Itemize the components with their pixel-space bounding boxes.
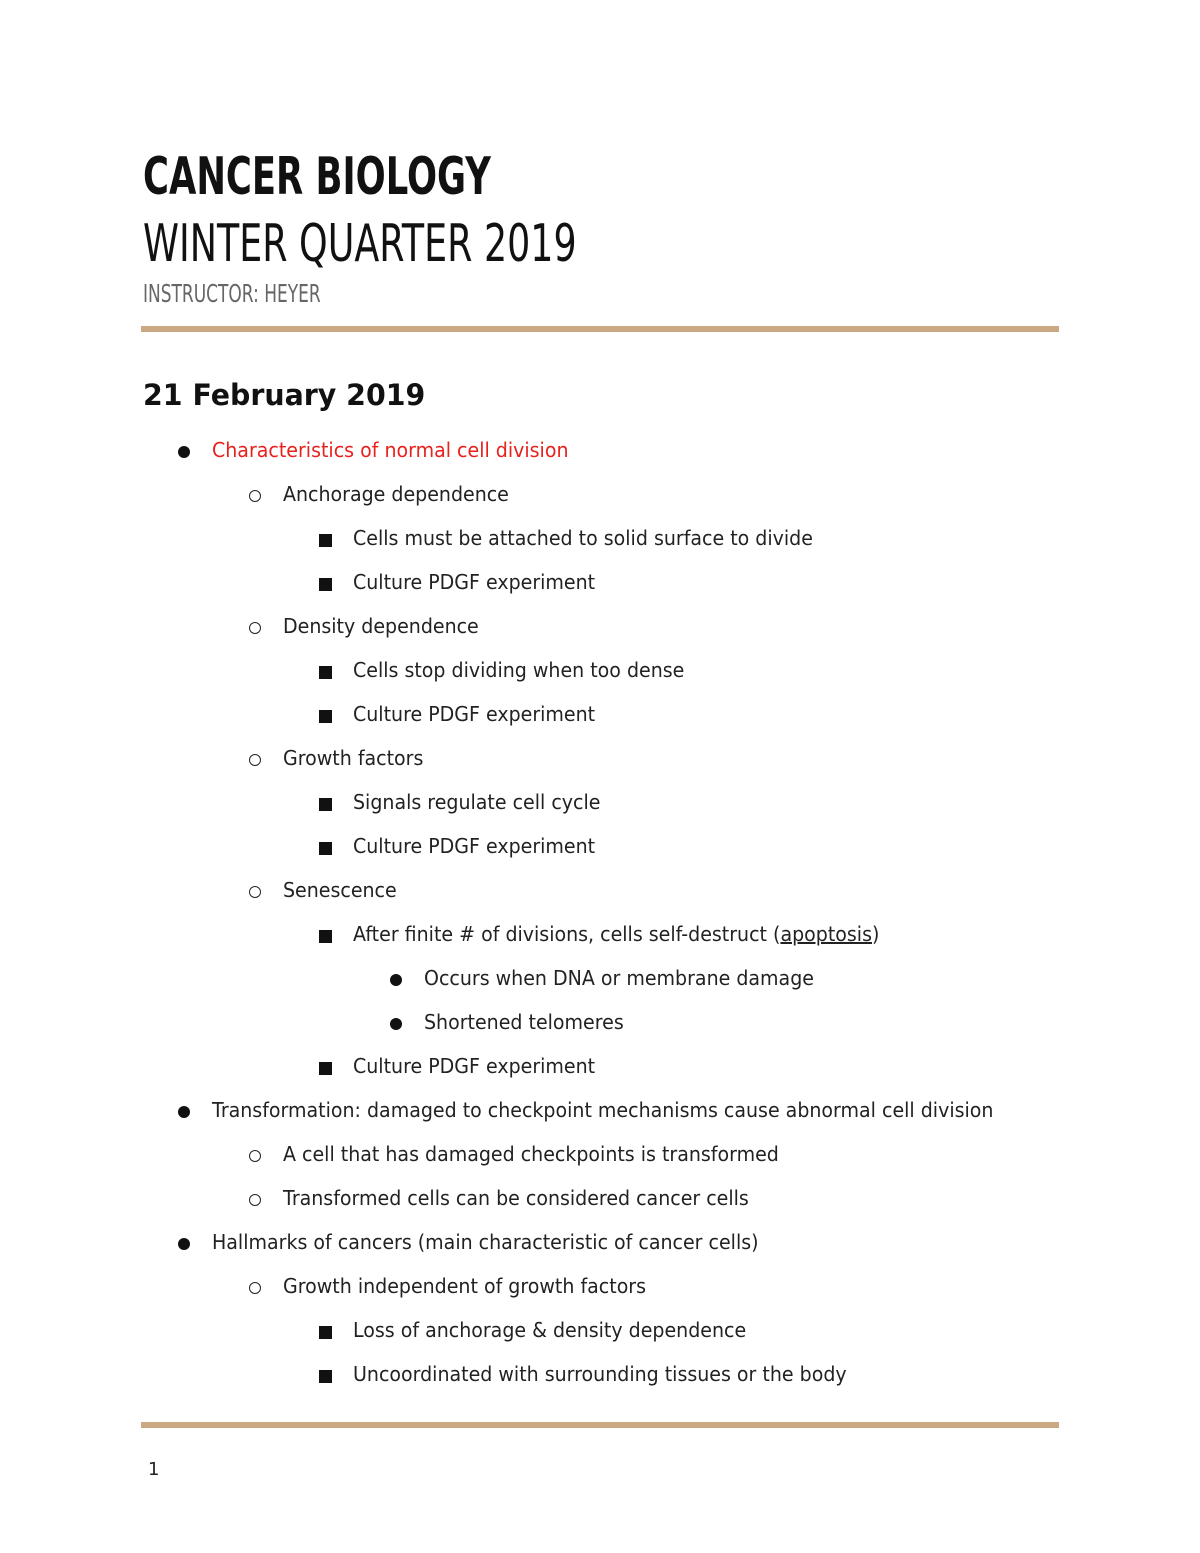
list-item bbox=[0, 692, 1200, 736]
list-item-text bbox=[283, 611, 479, 641]
underlined-term: apoptosis bbox=[780, 922, 872, 946]
list-item-text bbox=[353, 567, 595, 597]
quarter-title: WINTER QUARTER 2019 bbox=[143, 214, 577, 274]
bullet-circle-icon bbox=[249, 1150, 261, 1162]
text-run: ) bbox=[871, 922, 880, 946]
list-item-text bbox=[283, 479, 509, 509]
text-run: Shortened telomeres bbox=[424, 1010, 624, 1034]
list-item-text bbox=[283, 743, 423, 773]
list-item-text bbox=[212, 1095, 993, 1125]
text-run: Culture PDGF experiment bbox=[353, 834, 596, 858]
header-divider bbox=[141, 326, 1059, 332]
text-run: Transformation: damaged to checkpoint mechanisms cause abnormal cell division bbox=[212, 1098, 994, 1122]
list-item bbox=[0, 428, 1200, 472]
list-item bbox=[0, 868, 1200, 912]
bullet-circle-icon bbox=[249, 1194, 261, 1206]
list-item-text bbox=[283, 1183, 749, 1213]
bullet-square-icon bbox=[319, 710, 332, 723]
bullet-square-icon bbox=[319, 1062, 332, 1075]
text-run: Density dependence bbox=[283, 614, 479, 638]
list-item-text bbox=[353, 1315, 746, 1345]
list-item bbox=[0, 516, 1200, 560]
list-item-text bbox=[353, 787, 600, 817]
list-item-text bbox=[212, 1227, 759, 1257]
bullet-square-icon bbox=[319, 534, 332, 547]
list-item bbox=[0, 912, 1200, 956]
list-item bbox=[0, 824, 1200, 868]
bullet-circle-icon bbox=[249, 754, 261, 766]
text-run: Transformed cells can be considered cancer cells bbox=[283, 1186, 749, 1210]
text-run: Uncoordinated with surrounding tissues or the body bbox=[353, 1362, 847, 1386]
bullet-circle-icon bbox=[249, 490, 261, 502]
footer-divider bbox=[141, 1422, 1059, 1428]
bullet-square-icon bbox=[319, 1326, 332, 1339]
bullet-circle-icon bbox=[249, 622, 261, 634]
text-run: Occurs when DNA or membrane damage bbox=[424, 966, 814, 990]
list-item bbox=[0, 1088, 1200, 1132]
text-run: Culture PDGF experiment bbox=[353, 1054, 596, 1078]
bullet-square-icon bbox=[319, 1370, 332, 1383]
list-item bbox=[0, 604, 1200, 648]
list-item bbox=[0, 1264, 1200, 1308]
text-run: Culture PDGF experiment bbox=[353, 702, 596, 726]
list-item bbox=[0, 736, 1200, 780]
list-item bbox=[0, 956, 1200, 1000]
bullet-disc-icon bbox=[390, 1018, 402, 1030]
list-item-text bbox=[353, 699, 595, 729]
bullet-square-icon bbox=[319, 666, 332, 679]
course-title: CANCER BIOLOGY bbox=[143, 147, 491, 207]
date-heading: 21 February 2019 bbox=[143, 378, 426, 412]
text-run: Anchorage dependence bbox=[283, 482, 509, 506]
bullet-disc-icon bbox=[178, 1106, 190, 1118]
text-run: Characteristics of normal cell division bbox=[212, 438, 569, 462]
list-item-text bbox=[353, 523, 813, 553]
notes-outline bbox=[0, 428, 1200, 1396]
text-run: A cell that has damaged checkpoints is transformed bbox=[283, 1142, 779, 1166]
list-item bbox=[0, 560, 1200, 604]
bullet-square-icon bbox=[319, 842, 332, 855]
list-item-text bbox=[424, 1007, 624, 1037]
bullet-square-icon bbox=[319, 798, 332, 811]
list-item bbox=[0, 780, 1200, 824]
list-item-text bbox=[353, 655, 684, 685]
list-item bbox=[0, 1220, 1200, 1264]
list-item-text bbox=[424, 963, 814, 993]
bullet-square-icon bbox=[319, 930, 332, 943]
list-item-text bbox=[283, 1271, 646, 1301]
bullet-square-icon bbox=[319, 578, 332, 591]
bullet-disc-icon bbox=[178, 1238, 190, 1250]
list-item bbox=[0, 1000, 1200, 1044]
list-item bbox=[0, 1044, 1200, 1088]
list-item bbox=[0, 1176, 1200, 1220]
text-run: Signals regulate cell cycle bbox=[353, 790, 601, 814]
text-run: Hallmarks of cancers (main characteristic of cancer cells) bbox=[212, 1230, 759, 1254]
text-run: Loss of anchorage & density dependence bbox=[353, 1318, 747, 1342]
list-item-text bbox=[353, 1051, 595, 1081]
list-item bbox=[0, 472, 1200, 516]
text-run: Cells stop dividing when too dense bbox=[353, 658, 685, 682]
list-item bbox=[0, 1308, 1200, 1352]
list-item-text bbox=[212, 435, 569, 465]
bullet-circle-icon bbox=[249, 886, 261, 898]
text-run: Culture PDGF experiment bbox=[353, 570, 596, 594]
bullet-disc-icon bbox=[390, 974, 402, 986]
text-run: Growth factors bbox=[283, 746, 424, 770]
list-item bbox=[0, 648, 1200, 692]
text-run: Cells must be attached to solid surface to divide bbox=[353, 526, 813, 550]
list-item-text bbox=[283, 1139, 779, 1169]
list-item bbox=[0, 1132, 1200, 1176]
text-run: Growth independent of growth factors bbox=[283, 1274, 647, 1298]
text-run: Senescence bbox=[283, 878, 397, 902]
instructor-line: INSTRUCTOR: HEYER bbox=[143, 279, 321, 308]
bullet-disc-icon bbox=[178, 446, 190, 458]
bullet-circle-icon bbox=[249, 1282, 261, 1294]
list-item-text bbox=[353, 831, 595, 861]
list-item-text bbox=[353, 1359, 847, 1389]
list-item bbox=[0, 1352, 1200, 1396]
page-number: 1 bbox=[148, 1459, 160, 1480]
text-run: After finite # of divisions, cells self-destruct ( bbox=[353, 922, 781, 946]
title-block bbox=[143, 142, 1058, 311]
list-item-text bbox=[353, 919, 879, 949]
list-item-text bbox=[283, 875, 397, 905]
